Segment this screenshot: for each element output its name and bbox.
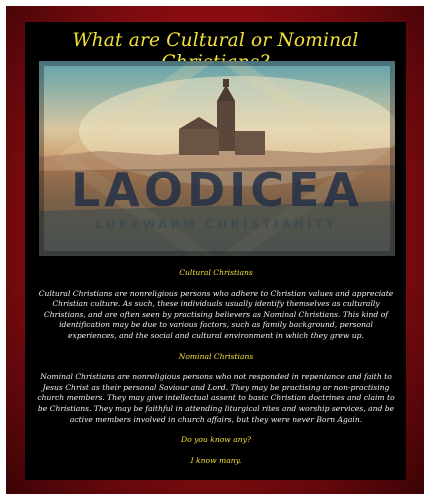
question-line: Do you know any?	[181, 435, 251, 445]
cultural-heading: Cultural Christians	[179, 268, 253, 277]
content-panel	[25, 22, 406, 480]
logo-subtext: LUKEWARM CHRISTIANITY	[95, 217, 339, 231]
nominal-heading: Nominal Christians	[178, 351, 254, 361]
red-frame	[6, 6, 424, 494]
page-title: What are Cultural or Nominal	[72, 30, 359, 51]
nominal-paragraph: Nominal Christians are nonreligious persons who not responded in repentance and faith to Jesus Christ as their personal Saviour and Lord. They may be practising or non-practising church members. They may give intellectual assent to basic Christian doctrines and claim to be Christians. They may be faithful in attending liturgical rites and worship services, and be active members involved in church affairs, but they were never Born Again.	[37, 372, 395, 424]
article-body	[35, 268, 397, 476]
logo-text: LAODICEA	[70, 163, 364, 217]
answer-line: I know many.	[190, 455, 242, 465]
laodicea-banner-image	[39, 61, 395, 256]
cultural-paragraph: Cultural Christians are nonreligious persons who adhere to Christian values and appreciate Christian culture. As such, these individuals usually identify themselves as culturally Christians, and are often seen by practising believers as Nominal Christians. This kind of identification may be due to various factors, such as family background, personal experiences, and the social and cultural environment in which they grew up.	[38, 288, 394, 340]
